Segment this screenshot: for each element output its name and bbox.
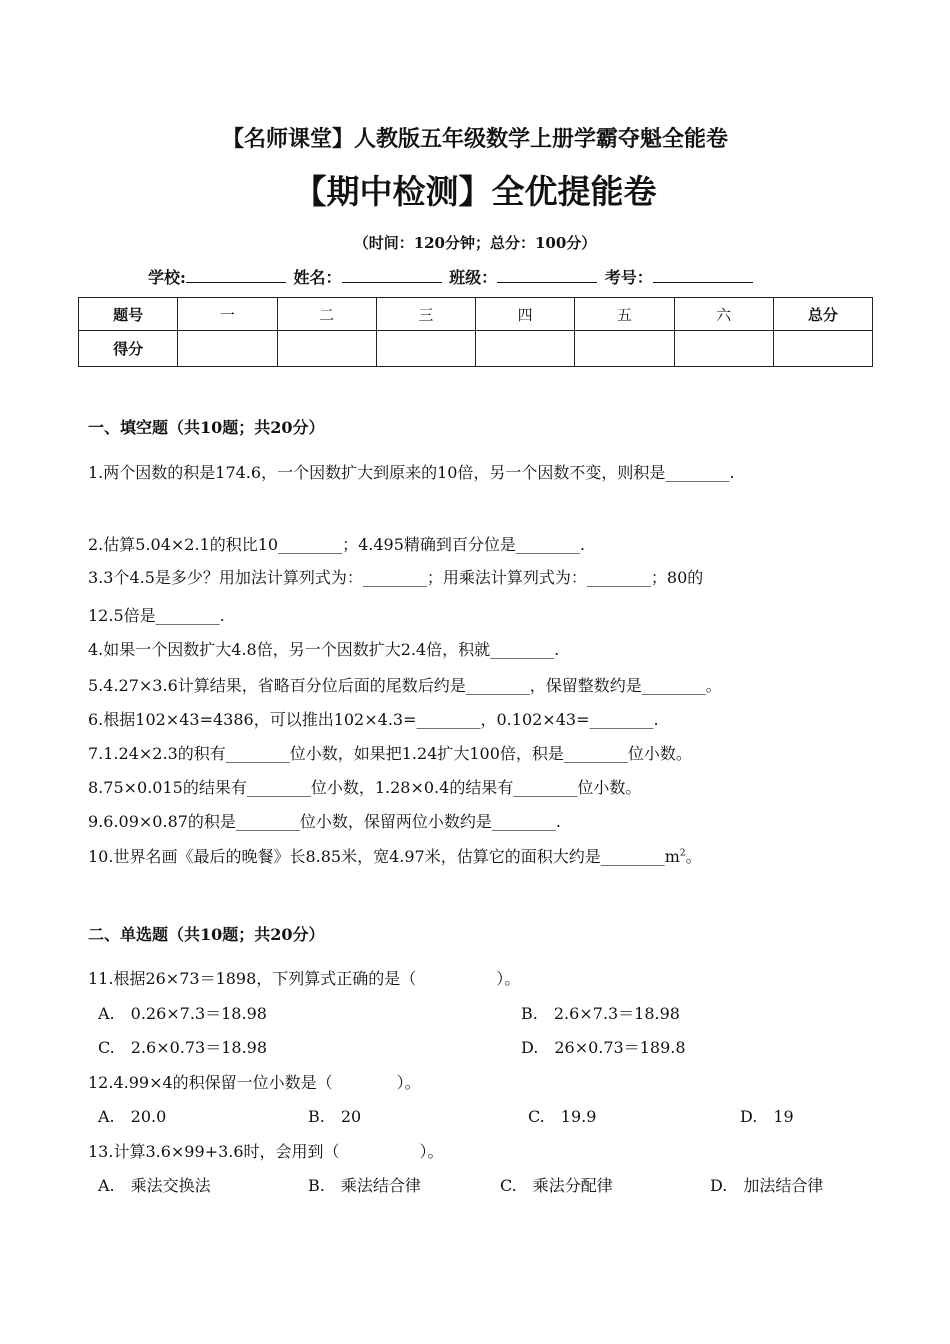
class-blank[interactable] [497,267,597,283]
score-cell[interactable] [376,331,475,367]
q12-option-c[interactable]: C. 19.9 [528,1107,597,1126]
name-label: 姓名： [293,268,342,287]
square-superscript: 2 [679,848,686,859]
score-header-cell: 五 [575,298,674,331]
q13-option-a[interactable]: A. 乘法交换法 [98,1176,211,1195]
question-9: 9.6.09×0.87的积是________位小数，保留两位小数约是________. [88,812,562,831]
question-10 [88,844,702,867]
question-4: 4.如果一个因数扩大4.8倍，另一个因数扩大2.4倍，积就________. [88,640,560,659]
section-2-title: 二、单选题（共10题；共20分） [88,925,325,944]
question-13: 13.计算3.6×99+3.6时，会用到（ ）。 [88,1142,444,1161]
title-line-1: 【名师课堂】人教版五年级数学上册学霸夺魁全能卷 [221,127,728,152]
score-header-cell: 二 [277,298,376,331]
q11-option-b[interactable]: B. 2.6×7.3＝18.98 [521,1004,680,1023]
score-cell[interactable] [476,331,575,367]
score-header-cell: 总分 [773,298,872,331]
name-blank[interactable] [342,267,442,283]
score-header-cell: 一 [178,298,277,331]
q13-option-d[interactable]: D. 加法结合律 [710,1176,824,1195]
question-7: 7.1.24×2.3的积有________位小数，如果把1.24扩大100倍，积是________位小数。 [88,744,692,763]
exam-number-blank[interactable] [653,267,753,283]
q12-option-b[interactable]: B. 20 [308,1107,362,1126]
score-header-cell: 题号 [79,298,178,331]
class-label: 班级： [449,268,498,287]
question-8: 8.75×0.015的结果有________位小数，1.28×0.4的结果有________位小数。 [88,778,642,797]
question-6: 6.根据102×43=4386，可以推出102×4.3=________，0.102×43=________. [88,710,659,729]
q11-option-d[interactable]: D. 26×0.73＝189.8 [521,1038,686,1057]
q12-option-a[interactable]: A. 20.0 [98,1107,167,1126]
score-table-header-row [79,298,873,331]
score-header-cell: 三 [376,298,475,331]
q12-option-d[interactable]: D. 19 [740,1107,794,1126]
q13-option-c[interactable]: C. 乘法分配律 [500,1176,613,1195]
score-row-label: 得分 [79,331,178,367]
title-line-2: 【期中检测】全优提能卷 [293,172,657,211]
question-12: 12.4.99×4的积保留一位小数是（ ）。 [88,1073,421,1092]
question-3-continued: 12.5倍是________. [88,606,225,625]
question-11: 11.根据26×73＝1898，下列算式正确的是（ ）。 [88,969,521,988]
score-table-score-row [79,331,873,367]
q13-option-b[interactable]: B. 乘法结合律 [308,1176,421,1195]
score-cell[interactable] [674,331,773,367]
question-10-text: 10.世界名画《最后的晚餐》长8.85米，宽4.97米，估算它的面积大约是________m [88,847,680,866]
exam-time-score: （时间：120分钟；总分：100分） [353,234,597,252]
score-cell[interactable] [178,331,277,367]
q11-option-c[interactable]: C. 2.6×0.73＝18.98 [98,1038,268,1057]
student-info-row [148,265,755,288]
score-table [78,297,873,367]
score-cell[interactable] [277,331,376,367]
question-5: 5.4.27×3.6计算结果，省略百分位后面的尾数后约是________，保留整数约是________。 [88,676,722,695]
question-1: 1.两个因数的积是174.6，一个因数扩大到原来的10倍，另一个因数不变，则积是________. [88,463,735,482]
score-cell[interactable] [575,331,674,367]
score-header-cell: 六 [674,298,773,331]
question-2: 2.估算5.04×2.1的积比10________；4.495精确到百分位是________. [88,535,585,554]
score-cell[interactable] [773,331,872,367]
score-header-cell: 四 [476,298,575,331]
q11-option-a[interactable]: A. 0.26×7.3＝18.98 [98,1004,267,1023]
question-10-end: 。 [685,847,702,866]
school-blank[interactable] [186,267,286,283]
exam-number-label: 考号： [604,268,653,287]
question-3: 3.3个4.5是多少？用加法计算列式为：________；用乘法计算列式为：________；80的 [88,568,704,587]
school-label: 学校: [148,268,186,287]
section-1-title: 一、填空题（共10题；共20分） [88,418,325,437]
